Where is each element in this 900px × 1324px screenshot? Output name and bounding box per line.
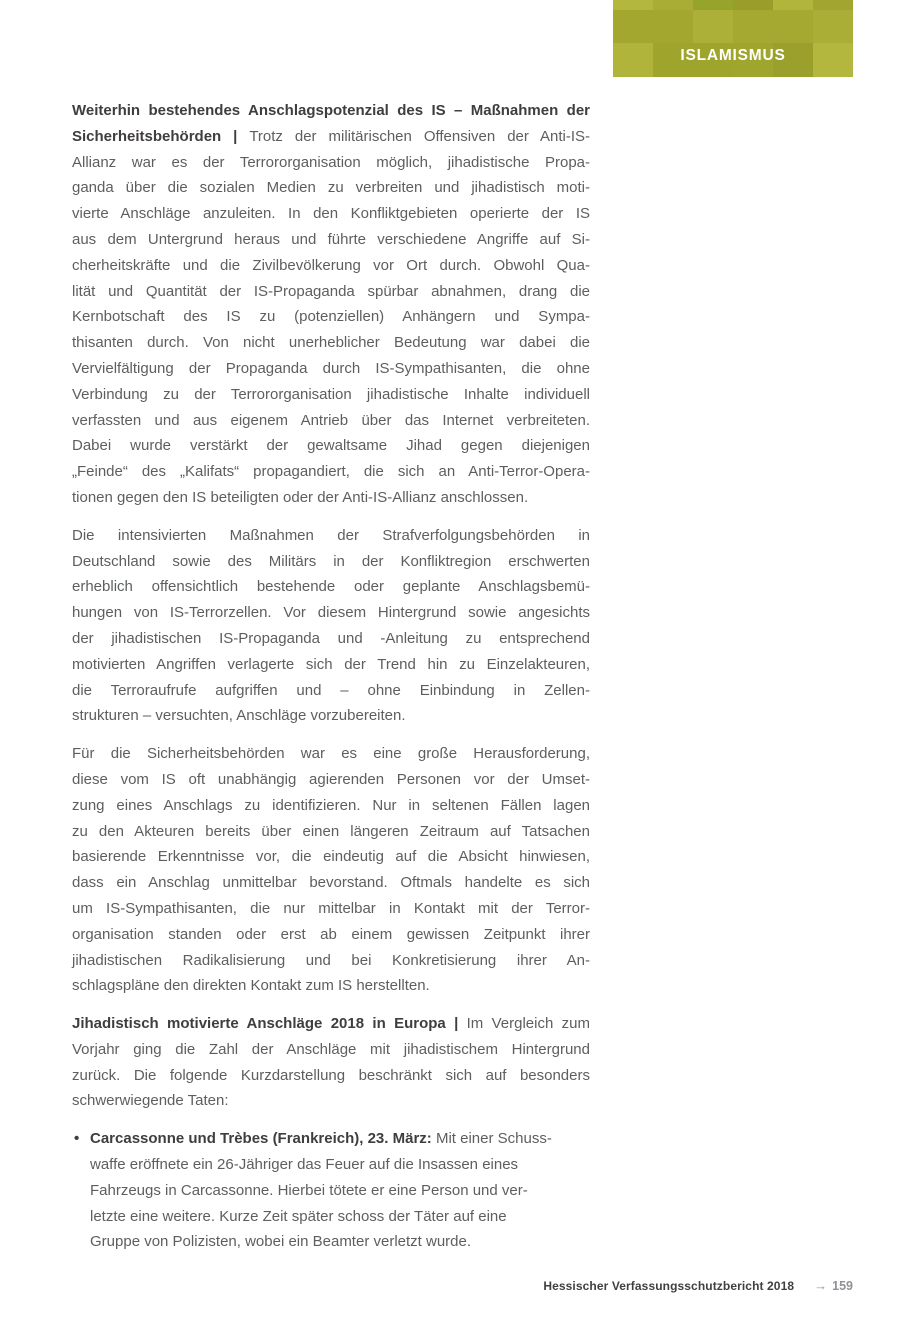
paragraph bbox=[72, 98, 590, 511]
mosaic-tile bbox=[653, 10, 693, 43]
text-line: zurück. Die folgende Kurzdarstellung beschränkt sich auf besonders bbox=[72, 1066, 590, 1084]
text-line: schwerwiegende Taten: bbox=[72, 1092, 229, 1110]
text-line: jihadistischen Radikalisierung und bei Konkretisierung ihrer An- bbox=[72, 951, 590, 969]
content-column bbox=[72, 0, 590, 1255]
text-line: strukturen – versuchten, Anschläge vorzubereiten. bbox=[72, 707, 406, 725]
mosaic-tile bbox=[773, 0, 813, 10]
mosaic-tile bbox=[733, 0, 773, 10]
text-line: schlagspläne den direkten Kontakt zum IS herstellten. bbox=[72, 977, 430, 995]
paragraph bbox=[72, 1011, 590, 1114]
mosaic-tile bbox=[813, 10, 853, 43]
text-line: Deutschland sowie des Militärs in der Konfliktregion erschwerten bbox=[72, 552, 590, 570]
mosaic-tile bbox=[693, 0, 733, 10]
paragraph bbox=[72, 741, 590, 999]
chapter-label: ISLAMISMUS bbox=[680, 47, 786, 64]
text-line: Vervielfältigung der Propaganda durch IS-Sympathisanten, die ohne bbox=[72, 359, 590, 377]
mosaic-tile bbox=[773, 10, 813, 43]
bullet-item bbox=[72, 1126, 590, 1255]
text-line: der jihadistischen IS-Propaganda und -Anleitung zu entsprechend bbox=[72, 629, 590, 647]
text-line: Gruppe von Polizisten, wobei ein Beamter verletzt wurde. bbox=[90, 1233, 472, 1251]
text-line: Für die Sicherheitsbehörden war es eine große Herausforderung, bbox=[72, 745, 590, 763]
mosaic-tile bbox=[613, 10, 653, 43]
text-line: aus dem Untergrund heraus und führte verschiedene Angriffe auf Si- bbox=[72, 230, 590, 248]
text-line: erheblich offensichtlich bestehende oder geplante Anschlagsbemü- bbox=[72, 578, 590, 596]
text-line: vierte Anschläge anzuleiten. In den Konfliktgebieten operierte der IS bbox=[72, 205, 590, 223]
mosaic-tile bbox=[733, 10, 773, 43]
text-line: organisation standen oder erst ab einem gewissen Zeitpunkt ihrer bbox=[72, 925, 590, 943]
text-line: letzte eine weitere. Kurze Zeit später schoss der Täter auf eine bbox=[90, 1207, 507, 1225]
text-line: Fahrzeugs in Carcassonne. Hierbei tötete er eine Person und ver- bbox=[90, 1181, 528, 1199]
mosaic-tile bbox=[653, 0, 693, 10]
text-line: ganda über die sozialen Medien zu verbreiten und jihadistisch moti- bbox=[72, 179, 590, 197]
text-line: Allianz war es der Terrororganisation möglich, jihadistische Propa- bbox=[72, 153, 590, 171]
page-reference bbox=[814, 1278, 853, 1293]
text-line: „Feinde“ des „Kalifats“ propagandiert, die sich an Anti-Terror-Opera- bbox=[72, 463, 590, 481]
text-line: basierende Erkenntnisse vor, die eindeutig auf die Absicht hinwiesen, bbox=[72, 848, 590, 866]
text-line: tionen gegen den IS beteiligten oder der Anti-IS-Allianz anschlossen. bbox=[72, 488, 529, 506]
chapter-header-mosaic bbox=[613, 0, 853, 77]
text-line: cherheitskräfte und die Zivilbevölkerung vor Ort durch. Obwohl Qua- bbox=[72, 256, 590, 274]
report-title: Hessischer Verfassungsschutzbericht 2018 bbox=[543, 1279, 795, 1293]
text-line: die Terroraufrufe aufgriffen und – ohne Einbindung in Zellen- bbox=[72, 681, 590, 699]
text-line: motivierten Angriffen verlagerte sich der Trend hin zu Einzelakteuren, bbox=[72, 655, 590, 673]
text-line: um IS-Sympathisanten, die nur mittelbar in Kontakt mit der Terror- bbox=[72, 899, 590, 917]
page-footer bbox=[543, 1278, 853, 1293]
mosaic-tile bbox=[693, 10, 733, 43]
text-line: diese vom IS oft unabhängig agierenden Personen vor der Umset- bbox=[72, 770, 590, 788]
text-line: Carcassonne und Trèbes (Frankreich), 23. März: Mit einer Schuss- bbox=[90, 1130, 552, 1148]
text-line: zung eines Anschlags zu identifizieren. Nur in seltenen Fällen lagen bbox=[72, 796, 590, 814]
text-line: Vorjahr ging die Zahl der Anschläge mit jihadistischem Hintergrund bbox=[72, 1040, 590, 1058]
bullet-marker: • bbox=[74, 1130, 80, 1148]
text-line: Jihadistisch motivierte Anschläge 2018 in Europa | Im Vergleich zum bbox=[72, 1015, 590, 1033]
text-line: Sicherheitsbehörden | Trotz der militärischen Offensiven der Anti-IS- bbox=[72, 127, 591, 145]
text-line: Verbindung zu der Terrororganisation jihadistische Inhalte individuell bbox=[72, 385, 590, 403]
paragraph bbox=[72, 523, 590, 729]
text-line: lität und Quantität der IS-Propaganda spürbar abnahmen, drang die bbox=[72, 282, 590, 300]
text-line: hungen von IS-Terrorzellen. Vor diesem Hintergrund sowie angesichts bbox=[72, 604, 590, 622]
mosaic-tile bbox=[813, 0, 853, 10]
text-line: Die intensivierten Maßnahmen der Strafverfolgungsbehörden in bbox=[72, 526, 590, 544]
text-line: verfassten und aus eigenem Antrieb über das Internet verbreiteten. bbox=[72, 411, 590, 429]
page-number: 159 bbox=[832, 1279, 853, 1293]
text-line: Weiterhin bestehendes Anschlagspotenzial des IS – Maßnahmen der bbox=[72, 102, 590, 119]
text-line: Kernbotschaft des IS zu (potenziellen) Anhängern und Sympa- bbox=[72, 308, 590, 326]
mosaic-tile bbox=[613, 0, 653, 10]
arrow-right-icon: → bbox=[814, 1278, 828, 1293]
text-line: dass ein Anschlag unmittelbar bevorstand. Oftmals handelte es sich bbox=[72, 874, 590, 892]
text-line: Dabei wurde verstärkt der gewaltsame Jihad gegen diejenigen bbox=[72, 437, 590, 455]
text-line: zu den Akteuren bereits über einen längeren Zeitraum auf Tatsachen bbox=[72, 822, 590, 840]
text-line: waffe eröffnete ein 26-Jähriger das Feuer auf die Insassen eines bbox=[90, 1156, 519, 1174]
text-line: thisanten durch. Von nicht unerheblicher Bedeutung war dabei die bbox=[72, 334, 590, 352]
